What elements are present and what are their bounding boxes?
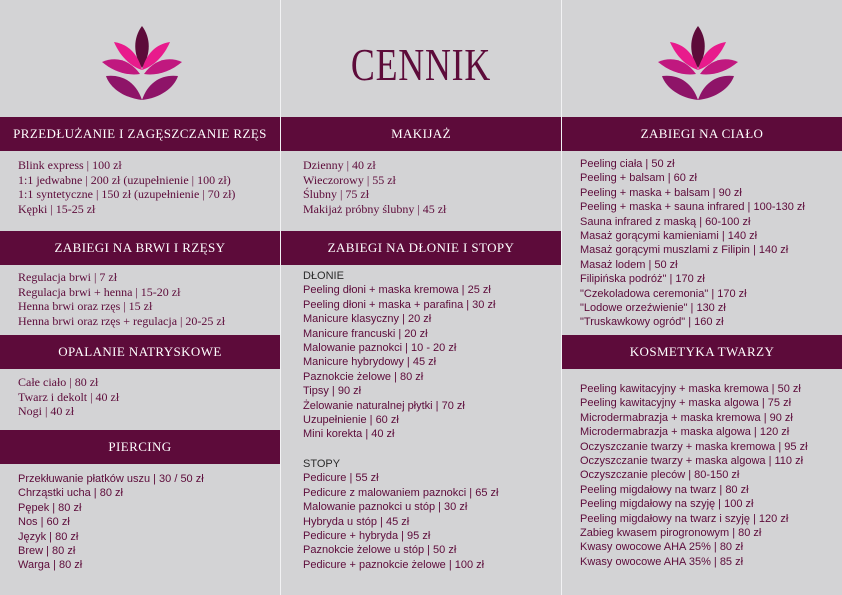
list-item: Manicure klasyczny | 20 zł xyxy=(303,313,432,326)
list-item: Microdermabrazja + maska algowa | 120 zł xyxy=(580,426,790,439)
list-item: Manicure francuski | 20 zł xyxy=(303,327,428,340)
list-item: Peeling migdałowy na twarz i szyję | 120 zł xyxy=(580,512,789,525)
body-treatments-price-list xyxy=(562,157,842,330)
list-item: Paznokcie żelowe | 80 zł xyxy=(303,370,424,383)
page-title: CENNIK xyxy=(350,39,492,90)
eyelash-extension-price-list xyxy=(0,158,280,216)
list-item: Paznokcie żelowe u stóp | 50 zł xyxy=(303,544,457,557)
list-item: Peeling + maska + sauna infrared | 100-130 zł xyxy=(580,201,805,214)
piercing-price-list xyxy=(0,472,280,573)
list-item: Peeling dłoni + maska kremowa | 25 zł xyxy=(303,284,491,297)
column-right xyxy=(562,0,842,595)
list-item: Henna brwi oraz rzęs + regulacja | 20-25 zł xyxy=(18,313,226,328)
subheading-hands: DŁONIE xyxy=(303,270,344,282)
list-item: Peeling kawitacyjny + maska kremowa | 50 zł xyxy=(580,383,801,395)
list-item: Malowanie paznokci u stóp | 30 zł xyxy=(303,501,468,514)
list-item: Nos | 60 zł xyxy=(18,516,70,529)
list-item: Mini korekta | 40 zł xyxy=(303,428,395,441)
list-item: Oczyszczanie twarzy + maska kremowa | 95 zł xyxy=(580,440,808,453)
list-item: Pępek | 80 zł xyxy=(18,501,82,514)
list-item: Kwasy owocowe AHA 35% | 85 zł xyxy=(580,555,744,568)
lotus-logo-icon xyxy=(100,22,184,102)
list-item: Blink express | 100 zł xyxy=(18,158,122,172)
makeup-price-list xyxy=(281,158,561,216)
list-item: Nogi | 40 zł xyxy=(18,404,75,419)
list-item: Brew | 80 zł xyxy=(18,545,76,558)
section-heading-brows-lashes: ZABIEGI NA BRWI I RZĘSY xyxy=(0,231,280,265)
list-item: Dzienny | 40 zł xyxy=(303,158,376,172)
column-middle xyxy=(281,0,561,595)
list-item: 1:1 jedwabne | 200 zł (uzupełnienie | 100 zł) xyxy=(18,172,231,187)
column-left xyxy=(0,0,280,595)
list-item: Ślubny | 75 zł xyxy=(303,187,370,202)
list-item: Hybryda u stóp | 45 zł xyxy=(303,515,410,528)
list-item: "Czekoladowa ceremonia" | 170 zł xyxy=(580,287,747,300)
list-item: Malowanie paznokci | 10 - 20 zł xyxy=(303,342,457,355)
section-heading-hands-feet: ZABIEGI NA DŁONIE I STOPY xyxy=(281,231,561,265)
list-item: Całe ciało | 80 zł xyxy=(18,375,99,389)
list-item: Masaż gorącymi muszlami z Filipin | 140 zł xyxy=(580,244,789,257)
list-item: 1:1 syntetyczne | 150 zł (uzupełnienie | 70 zł) xyxy=(18,187,236,202)
list-item: Wieczorowy | 55 zł xyxy=(303,172,396,187)
list-item: "Lodowe orzeźwienie" | 130 zł xyxy=(580,302,726,315)
list-item: Filipińska podróż" | 170 zł xyxy=(580,273,705,286)
spray-tan-price-list xyxy=(0,375,280,419)
section-heading-face-cosmetics: KOSMETYKA TWARZY xyxy=(562,335,842,369)
section-heading-makeup: MAKIJAŻ xyxy=(281,117,561,151)
list-item: Oczyszczanie twarzy + maska algowa | 110 zł xyxy=(580,455,804,468)
list-item: Kępki | 15-25 zł xyxy=(18,201,96,216)
list-item: Tipsy | 90 zł xyxy=(303,385,362,398)
section-heading-spray-tan: OPALANIE NATRYSKOWE xyxy=(0,335,280,369)
hands-price-list xyxy=(281,269,561,442)
list-item: Chrząstki ucha | 80 zł xyxy=(18,487,123,500)
face-cosmetics-price-list xyxy=(562,382,842,569)
section-heading-piercing: PIERCING xyxy=(0,430,280,464)
list-item: Peeling ciała | 50 zł xyxy=(580,158,675,170)
list-item: Peeling + balsam | 60 zł xyxy=(580,172,697,185)
list-item: Peeling kawitacyjny + maska algowa | 75 zł xyxy=(580,397,792,410)
list-item: Pedicure + hybryda | 95 zł xyxy=(303,530,431,543)
list-item: Microdermabrazja + maska kremowa | 90 zł xyxy=(580,411,793,424)
list-item: Sauna infrared z maską | 60-100 zł xyxy=(580,215,751,228)
subheading-feet: STOPY xyxy=(303,458,341,470)
list-item: Peeling + maska + balsam | 90 zł xyxy=(580,186,742,199)
list-item: Żelowanie naturalnej płytki | 70 zł xyxy=(303,399,465,412)
brows-lashes-price-list xyxy=(0,270,280,328)
list-item: Masaż lodem | 50 zł xyxy=(580,258,678,271)
list-item: Peeling migdałowy na szyję | 100 zł xyxy=(580,498,754,511)
list-item: Oczyszczanie pleców | 80-150 zł xyxy=(580,469,740,482)
list-item: Przekłuwanie płatków uszu | 30 / 50 zł xyxy=(18,473,204,485)
list-item: "Truskawkowy ogród" | 160 zł xyxy=(580,316,724,329)
list-item: Pedicure z malowaniem paznokci | 65 zł xyxy=(303,486,499,499)
list-item: Peeling migdałowy na twarz | 80 zł xyxy=(580,483,749,496)
list-item: Kwasy owocowe AHA 25% | 80 zł xyxy=(580,541,744,554)
list-item: Makijaż próbny ślubny | 45 zł xyxy=(303,201,447,216)
list-item: Uzupełnienie | 60 zł xyxy=(303,414,399,427)
feet-price-list xyxy=(281,457,561,572)
list-item: Masaż gorącymi kamieniami | 140 zł xyxy=(580,230,758,243)
section-heading-body-treatments: ZABIEGI NA CIAŁO xyxy=(562,117,842,151)
list-item: Peeling dłoni + maska + parafina | 30 zł xyxy=(303,298,496,311)
list-item: Twarz i dekolt | 40 zł xyxy=(18,389,120,404)
list-item: Język | 80 zł xyxy=(18,530,79,543)
list-item: Zabieg kwasem pirogronowym | 80 zł xyxy=(580,527,762,540)
list-item: Pedicure | 55 zł xyxy=(303,472,379,485)
list-item: Regulacja brwi | 7 zł xyxy=(18,270,118,284)
list-item: Manicure hybrydowy | 45 zł xyxy=(303,356,437,369)
list-item: Warga | 80 zł xyxy=(18,559,83,572)
list-item: Regulacja brwi + henna | 15-20 zł xyxy=(18,284,181,299)
lotus-logo-icon xyxy=(656,22,740,102)
list-item: Pedicure + paznokcie żelowe | 100 zł xyxy=(303,558,485,571)
section-heading-eyelash-extension: PRZEDŁUŻANIE I ZAGĘSZCZANIE RZĘS xyxy=(0,117,280,151)
list-item: Henna brwi oraz rzęs | 15 zł xyxy=(18,299,153,314)
